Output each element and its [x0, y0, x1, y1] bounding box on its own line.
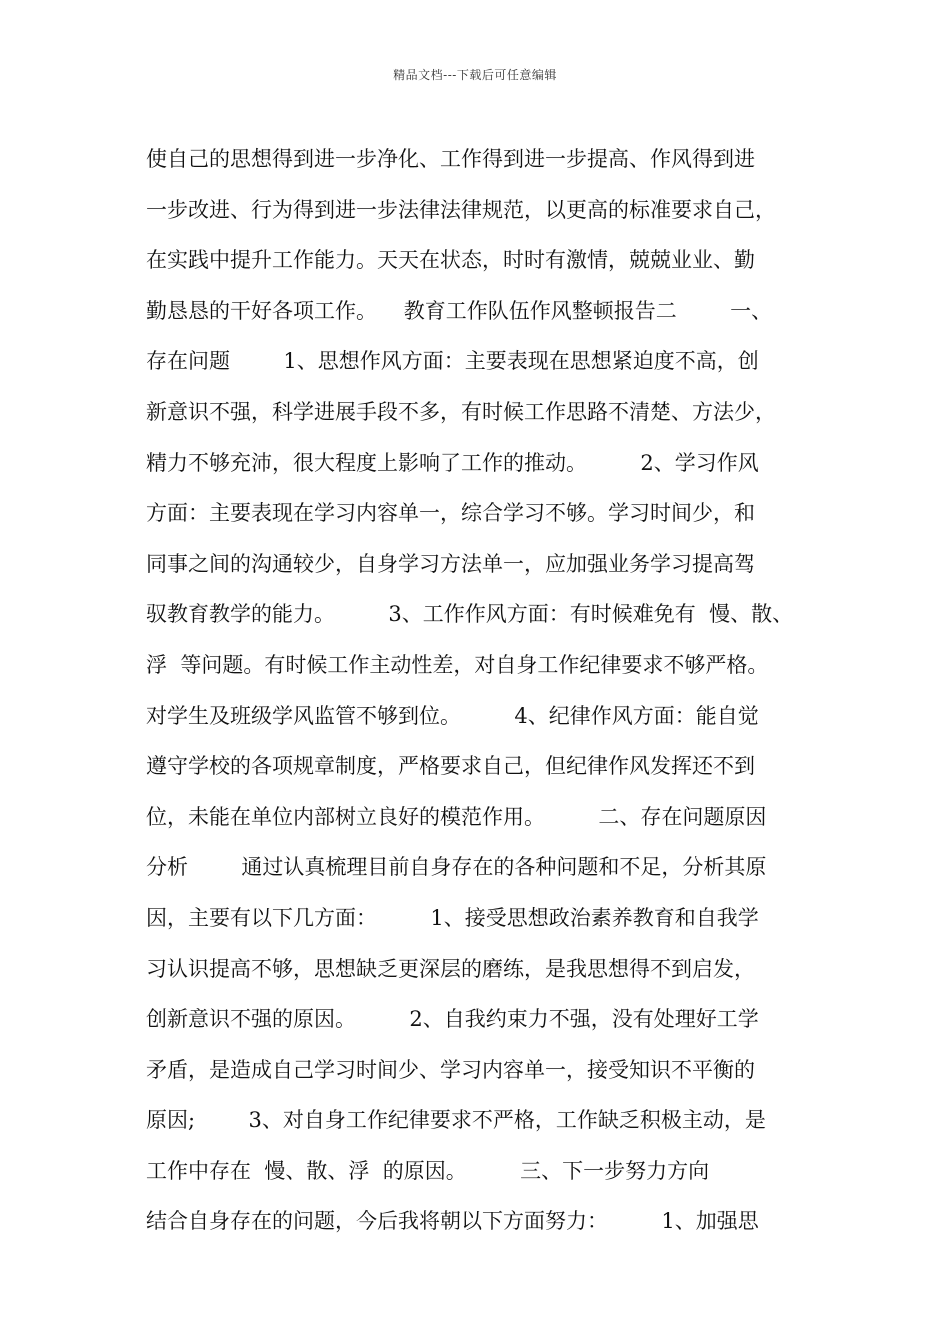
text-line-4: 勤恳恳的干好各项工作。 教育工作队伍作风整顿报告二 一、 — [146, 298, 773, 323]
page-header: 精品文档---下载后可任意编辑 — [393, 68, 557, 82]
text-line-21: 工作中存在 慢、散、浮 的原因。 三、下一步努力方向 — [146, 1158, 710, 1183]
text-line-22: 结合自身存在的问题，今后我将朝以下方面努力： 1、加强思 — [146, 1209, 759, 1234]
text-line-8: 方面：主要表现在学习内容单一，综合学习不够。学习时间少，和 — [146, 501, 755, 526]
text-line-11: 浮 等问题。有时候工作主动性差，对自身工作纪律要求不够严格。 — [146, 652, 769, 677]
text-line-3: 在实践中提升工作能力。天天在状态，时时有激情，兢兢业业、勤 — [146, 248, 755, 273]
text-line-14: 位，未能在单位内部树立良好的模范作用。 二、存在问题原因 — [146, 804, 767, 829]
text-line-12: 对学生及班级学风监管不够到位。 4、纪律作风方面：能自觉 — [146, 703, 759, 728]
text-line-15: 分析 通过认真梳理目前自身存在的各种问题和不足，分析其原 — [146, 855, 767, 880]
text-line-9: 同事之间的沟通较少，自身学习方法单一，应加强业务学习提高驾 — [146, 551, 755, 576]
text-line-18: 创新意识不强的原因。 2、自我约束力不强，没有处理好工学 — [146, 1007, 759, 1032]
text-line-20: 原因; 3、对自身工作纪律要求不严格，工作缺乏积极主动，是 — [146, 1108, 766, 1133]
text-line-13: 遵守学校的各项规章制度，严格要求自己，但纪律作风发挥还不到 — [146, 754, 755, 779]
text-line-2: 一步改进、行为得到进一步法律法律规范，以更高的标准要求自己， — [146, 197, 776, 222]
text-line-1: 使自己的思想得到进一步净化、工作得到进一步提高、作风得到进 — [146, 147, 755, 171]
text-line-16: 因，主要有以下几方面： 1、接受思想政治素养教育和自我学 — [146, 905, 759, 930]
text-line-10: 驭教育教学的能力。 3、工作作风方面：有时候难免有 慢、散、 — [146, 602, 794, 627]
text-line-7: 精力不够充沛，很大程度上影响了工作的推动。 2、学习作风 — [146, 450, 759, 475]
body-text — [146, 134, 816, 1247]
text-line-6: 新意识不强，科学进展手段不多，有时候工作思路不清楚、方法少， — [146, 399, 776, 424]
text-line-17: 习认识提高不够，思想缺乏更深层的磨练，是我思想得不到启发， — [146, 956, 755, 981]
text-line-5: 存在问题 1、思想作风方面：主要表现在思想紧迫度不高，创 — [146, 349, 759, 374]
text-line-19: 矛盾，是造成自己学习时间少、学习内容单一，接受知识不平衡的 — [146, 1057, 755, 1082]
